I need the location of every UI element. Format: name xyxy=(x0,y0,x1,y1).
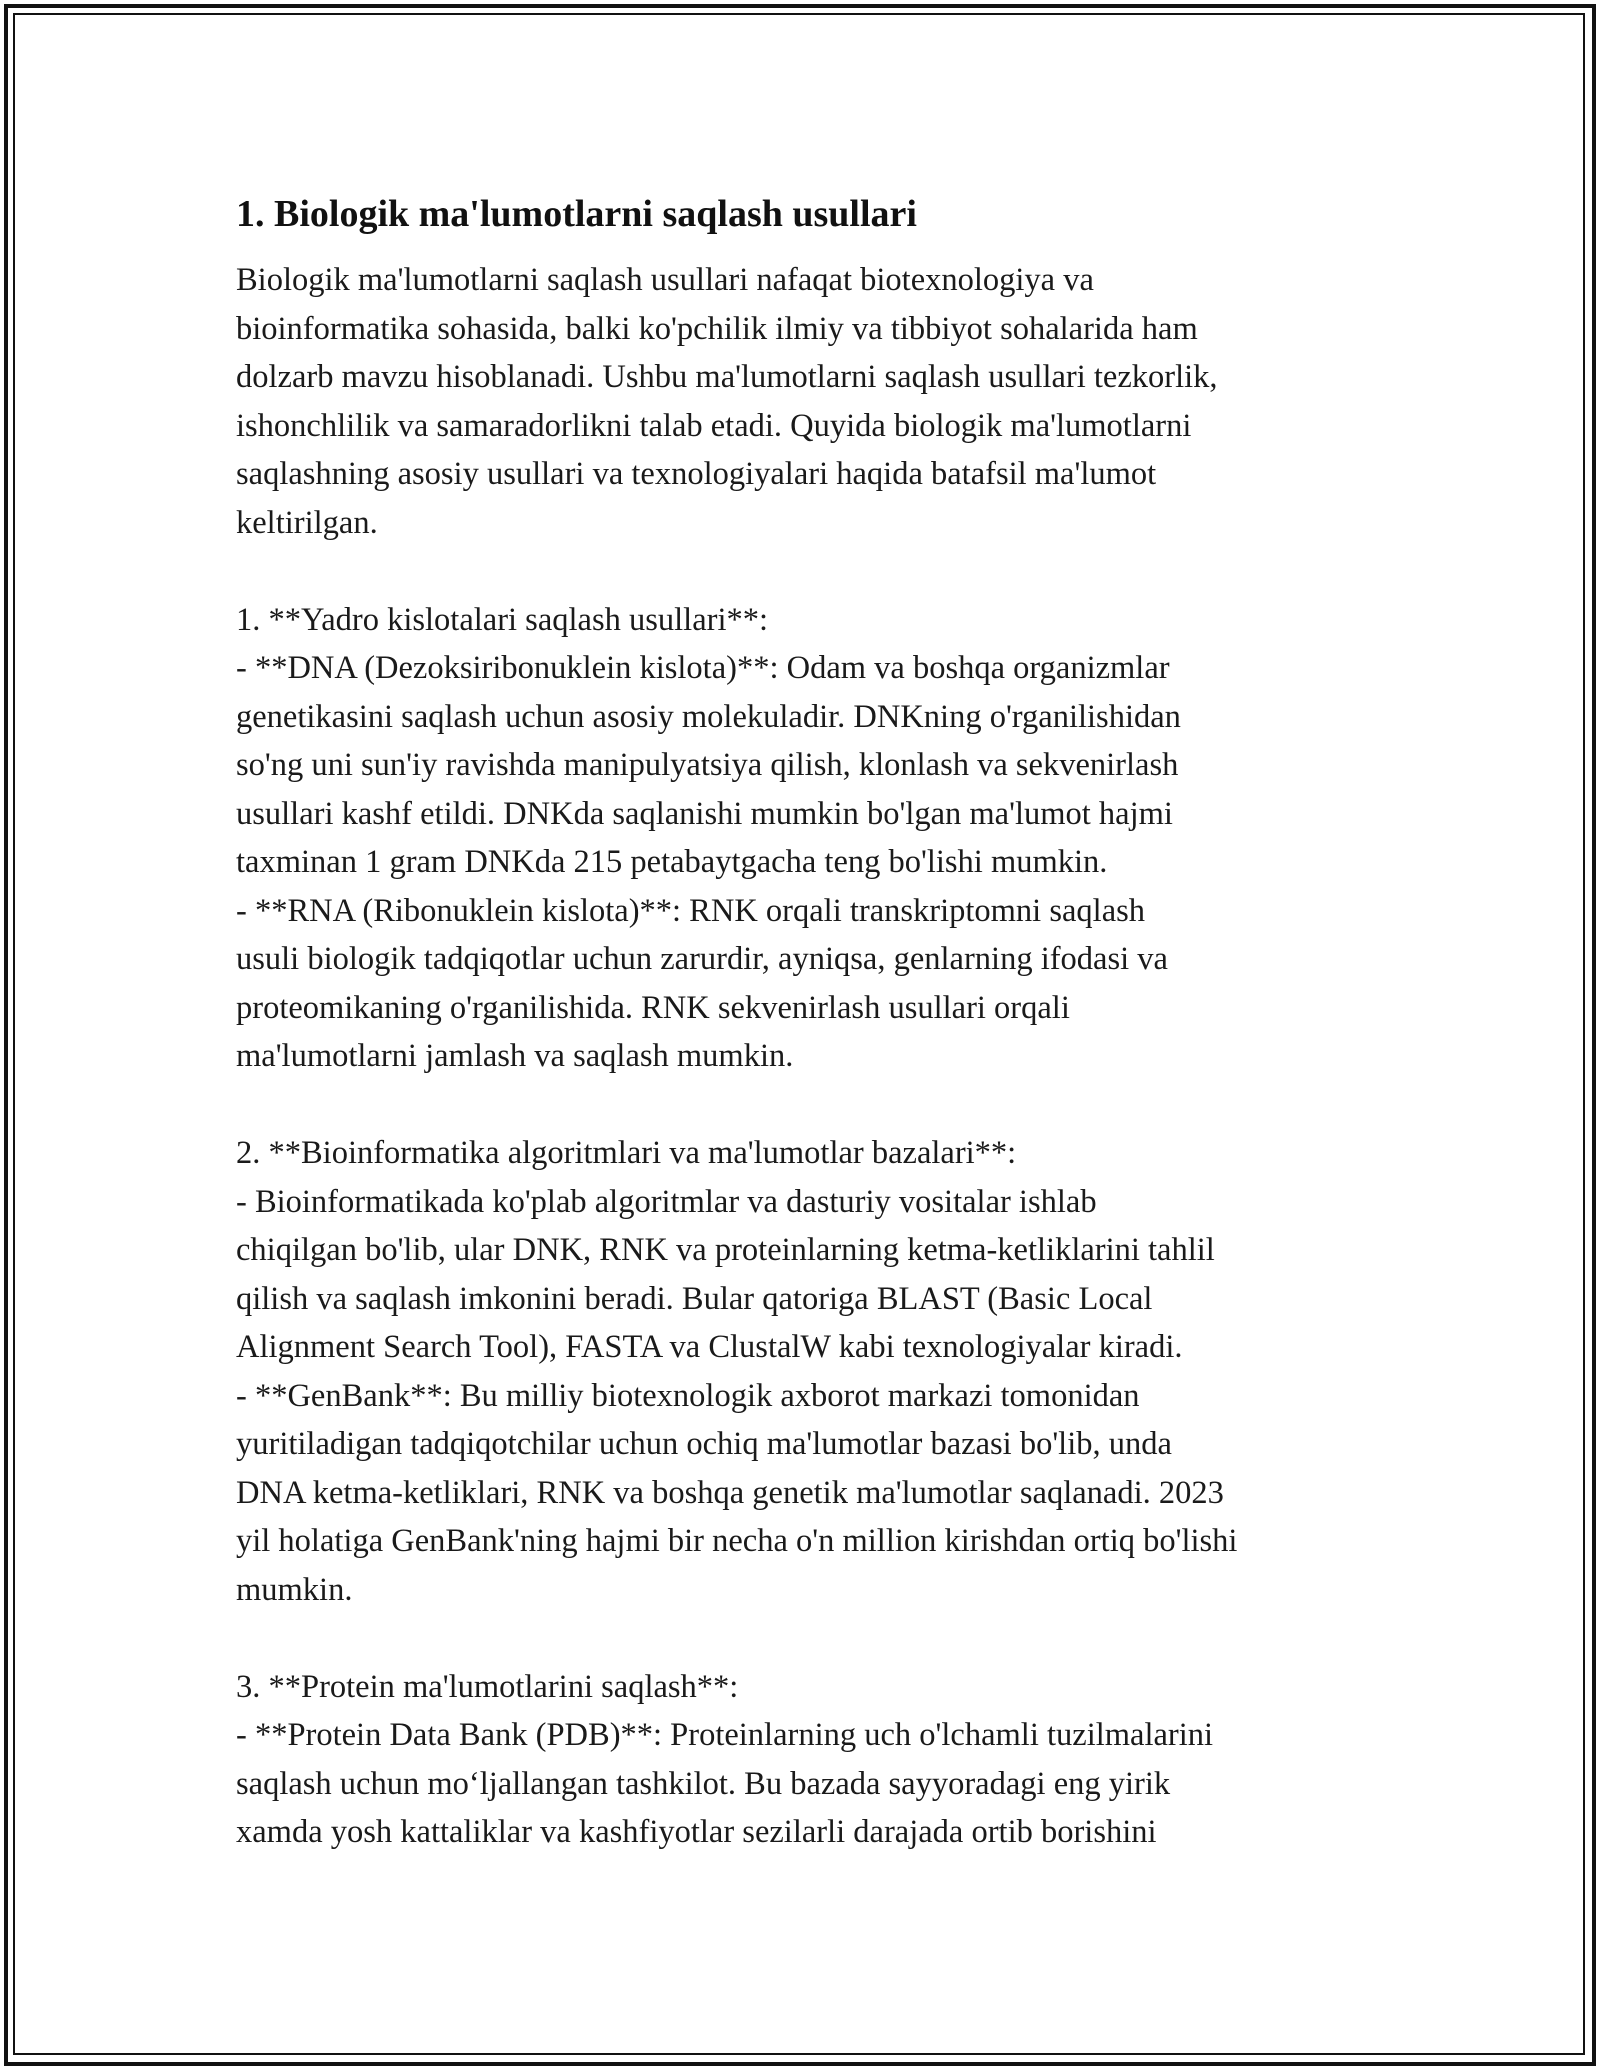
section-title: 1. **Yadro kislotalari saqlash usullari**: xyxy=(236,601,768,638)
document-body xyxy=(236,256,1376,1857)
section-item-genbank: - **GenBank**: Bu milliy biotexnologik axborot markazi tomonidan yuritiladigan tadqiqotchilar uchun ochiq ma'lumotlar bazasi bo'lib, unda DNA ketma-ketliklari, RNK va boshqa genetik ma'lumotlar saqlanadi. 2023 yil holatiga GenBank'ning hajmi bir necha o'n million kirishdan ortiq bo'lishi mumkin. xyxy=(236,1377,1238,1608)
section-item-algorithms: - Bioinformatikada ko'plab algoritmlar va dasturiy vositalar ishlab chiqilgan bo'lib, ular DNK, RNK va proteinlarning ketma-ketliklarini tahlil qilish va saqlash imkonini beradi. Bular qatoriga BLAST (Basic Local Alignment Search Tool), FASTA va ClustalW kabi texnologiyalar kiradi. xyxy=(236,1183,1215,1365)
section-item-rna: - **RNA (Ribonuklein kislota)**: RNK orqali transkriptomni saqlash usuli biologik tadqiqotlar uchun zarurdir, ayniqsa, genlarning ifodasi va proteomikaning o'rganilishida. RNK sekvenirlash usullari orqali ma'lumotlarni jamlash va saqlash mumkin. xyxy=(236,892,1168,1074)
document-heading: 1. Biologik ma'lumotlarni saqlash usullari xyxy=(236,193,917,235)
document-page xyxy=(236,184,1376,1857)
section-title: 2. **Bioinformatika algoritmlari va ma'lumotlar bazalari**: xyxy=(236,1135,1017,1171)
section-item-dna: - **DNA (Dezoksiribonuklein kislota)**: Odam va boshqa organizmlar genetikasini saqlash uchun asosiy molekuladir. DNKning o'rganilishidan so'ng uni sun'iy ravishda manipulyatsiya qilish, klonlash va sekvenirlash usullari kashf etildi. DNKda saqlanishi mumkin bo'lgan ma'lumot hajmi taxminan 1 gram DNKda 215 petabaytgacha teng bo'lishi mumkin. xyxy=(236,650,1181,880)
section-bioinformatics xyxy=(236,1129,1376,1614)
section-title: 3. **Protein ma'lumotlarini saqlash**: xyxy=(236,1668,739,1705)
section-item-pdb: - **Protein Data Bank (PDB)**: Proteinlarning uch o'lchamli tuzilmalarini saqlash uchun mo‘ljallangan tashkilot. Bu bazada sayyoradagi eng yirik xamda yosh kattaliklar va kashfiyotlar sezilarli darajada ortib borishini xyxy=(236,1717,1214,1850)
paragraph-gap xyxy=(236,547,1376,596)
section-protein-data xyxy=(236,1663,1376,1857)
paragraph-gap xyxy=(236,1614,1376,1663)
paragraph-gap xyxy=(236,1081,1376,1130)
intro-paragraph: Biologik ma'lumotlarni saqlash usullari nafaqat biotexnologiya va bioinformatika sohasida, balki ko'pchilik ilmiy va tibbiyot sohalarida ham dolzarb mavzu hisoblanadi. Ushbu ma'lumotlarni saqlash usullari tezkorlik, ishonchlilik va samaradorlikni talab etadi. Quyida biologik ma'lumotlarni saqlashning asosiy usullari va texnologiyalari haqida batafsil ma'lumot keltirilgan. xyxy=(236,262,1218,541)
section-nucleic-acids xyxy=(236,596,1376,1081)
